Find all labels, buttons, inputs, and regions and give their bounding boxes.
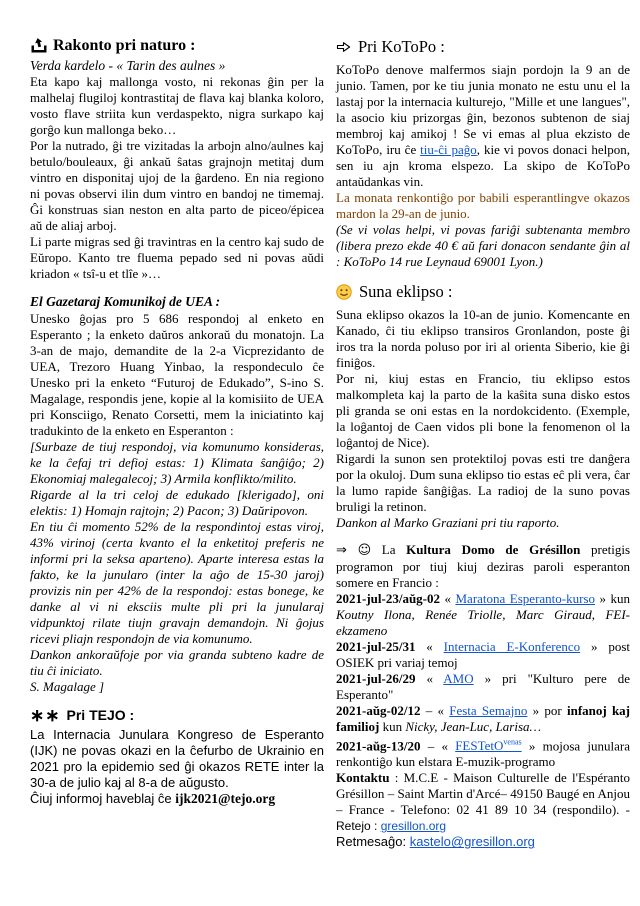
event-link[interactable]: AMO	[443, 671, 474, 686]
kotopo-text-b: , kie vi povos donaci helpon, sen iu ajn kroma elspezo. La skipo de KoToPo antaŭdankas vin.	[336, 142, 630, 189]
event-item	[336, 703, 630, 735]
uea-quote-4: Dankon ankoraŭfoje por via granda subteno kadre de tiu ĉi iniciato.	[30, 647, 324, 678]
uea-paragraph: Unesko ĝojas pro 5 686 respondoj al enketo en Esperanto ; la enketo daŭros ankoraŭ du monatojn. La 3-an de majo, demandite de la 2-a Vicprezidanto de UEA, Trezoro Huang Yinbao, la respondeculo ĉe Unesko pri la enketo “Futuroj de Edukado”, S-ino S. Magalage, respondis jene, kopie al la komisiito de UEA pri Konsciigo, Renato Corsetti, mem la iniciatinto kaj tradukinto de la enketo en Esperanton :	[30, 311, 324, 438]
nature-title: Rakonto pri naturo :	[53, 37, 196, 54]
eklipso-paragraph-1: Suna eklipso okazos la 10-an de junio. Komencante en Kanado, ĉi tiu eklipso transiros Gronlandon, poste ĝi iros tra la norda poluso por iri al orienta Siberio, kie ĝi finiĝos.	[336, 307, 630, 370]
double-arrow-icon: ⇒	[336, 543, 347, 558]
event-post: » kun	[595, 591, 631, 606]
event-item	[336, 735, 630, 770]
tejo-email[interactable]: ijk2021@tejo.org	[175, 791, 276, 806]
uea-quote-2: Rigarde al la tri celoj de edukado [klerigado], oni elektis: 1) Homajn rajtojn; 2) Pacon; 3) Daŭripovon.	[30, 487, 324, 518]
eklipso-heading	[336, 281, 630, 303]
section-kotopo	[336, 36, 630, 270]
section-gresillon	[336, 542, 630, 850]
gresillon-intro	[336, 542, 630, 591]
event-post: » por	[527, 703, 567, 718]
event-link[interactable]: Maratona Esperanto-kurso	[455, 591, 596, 606]
event-post: » post OSIEK pri variaj temoj	[336, 639, 631, 670]
event-open: «	[415, 639, 444, 654]
event-open: – «	[420, 738, 456, 754]
event-names: Koutny Ilona, Renée Triolle, Marc Giraud, FEI-ekzameno	[336, 607, 630, 638]
contact-paragraph	[336, 770, 630, 834]
website-link[interactable]: gresillon.org	[380, 819, 447, 834]
tejo-heading	[30, 706, 324, 724]
event-date: 2021-aŭg-13/20	[336, 738, 421, 754]
tejo-paragraph: La Internacia Junulara Kongreso de Esperanto (IJK) ne povas okazi en la ĉefurbo de Ukrainio en 2021 pro la epidemio sed ĝi okazos RETE inter la 30-a de julio kaj al 8-a de aŭgusto.	[30, 727, 324, 790]
event-mid: kun	[379, 719, 406, 734]
event-link-superscript: venas	[503, 738, 522, 747]
event-post: » mojosa junulara renkontiĝo kun elstara E-muzik-programo	[336, 738, 630, 770]
left-column	[30, 36, 324, 807]
event-open: «	[415, 671, 444, 686]
tejo-title: Pri TEJO :	[66, 707, 135, 723]
event-names: Nicky, Jean-Luc, Larisa…	[405, 719, 542, 734]
eklipso-paragraph-2: Por ni, kiuj estas en Francio, tiu eklipso estos malkompleta kaj la parto de la kaŝita suna disko estos pli granda se oni estas en la nordokcidento. (Exemple, la loĝantoj de Caen vidos pli bone la fenomenon ol la loĝantoj de Nice).	[336, 371, 630, 450]
event-date: 2021-aŭg-02/12	[336, 703, 421, 718]
kotopo-donation-link[interactable]: tiu-ĉi paĝo	[420, 142, 477, 157]
intro-text-c: pretigis programon por tiuj kiuj deziras paroli esperanton somere en Francio :	[336, 542, 631, 590]
kotopo-heading	[336, 36, 630, 58]
section-nature	[30, 36, 324, 282]
eklipso-credit: Dankon al Marko Graziani pri tiu raporto.	[336, 515, 560, 530]
event-bold-audience: infanoj kaj familioj	[336, 703, 631, 734]
tejo-info-line	[30, 791, 324, 807]
eklipso-paragraph-3: Rigardi la sunon sen protektiloj povas esti tre danĝera por la okuloj. Dum suna eklipso tio estas eĉ pli vera, ĉar la lumo rapide ŝanĝiĝas. La radioj de la suno povas bruligi la retinon.	[336, 451, 630, 514]
event-item	[336, 671, 630, 703]
kotopo-title: Pri KoToPo :	[358, 37, 445, 56]
event-date: 2021-jul-23/aŭg-02	[336, 591, 440, 606]
tejo-info-prefix: Ĉiuj informoj haveblaj ĉe	[30, 791, 176, 806]
event-item	[336, 591, 630, 639]
kotopo-support-note: (Se vi volas helpi, vi povas fariĝi subtenanta membro (libera prezo ekde 40 € aŭ fari donacon sendante ĝin al : KoToPo 14 rue Leynaud 69001 Lyon.)	[336, 222, 630, 269]
nature-heading	[30, 36, 324, 56]
nature-subtitle: Verda kardelo - « Tarin des aulnes »	[30, 58, 226, 73]
event-post: » pri "Kulturo pere de Esperanto"	[336, 671, 630, 702]
kotopo-meeting-notice: La monata renkontiĝo por babili esperantlingve okazos mardon la 29-an de junio.	[336, 190, 630, 221]
contact-text: : M.C.E - Maison Culturelle de l'Espéranto Grésillon – Saint Martin d'Arcé– 49150 Baugé en Anjou – France - Telefono: 02 41 89 10 34 (respondilo). -	[336, 770, 630, 818]
event-date: 2021-jul-26/29	[336, 671, 416, 686]
section-uea	[30, 293, 324, 695]
uea-heading: El Gazetaraj Komunikoj de UEA :	[30, 294, 221, 309]
nature-paragraph-3: Li parte migras sed ĝi travintras en la centro kaj sudo de Eŭropo. Kanto tre fluema pepado sed ni povas aŭdi kriadon « tsî-u et tlîe »…	[30, 234, 324, 281]
right-arrow-outline-icon	[336, 41, 351, 53]
intro-text-a: La	[371, 542, 407, 557]
nature-paragraph-2: Por la nutrado, ĝi tre vizitadas la arbojn alno/aulnes kaj betulo/bouleaux, ĝi ankaŭ ŝatas grajnojn metitaj dum vintro en disponitaj ujoj de la ĝardeno. En nia regiono ni povas observi ilin dum vintro en bandoj ne timemaj. Ĝi konstruas sian neston en alta parto de piceo/épicea aŭ de aliaj arboj.	[30, 138, 324, 233]
gresillon-email-link[interactable]: kastelo@gresillon.org	[409, 834, 535, 850]
event-link[interactable]: Festa Semajno	[449, 703, 528, 718]
uea-quote-3: En tiu ĉi momento 52% de la respondintoj estas viroj, 43% virinoj (certa kvanto el la enketitoj preferis ne informi pri la seksa aparteno). Aparte interesa estas la fakto, ke la junularo (inter la aĝo de 15-30 jaroj) provizis nin per 42% de la respondoj: estas bonege, ke danke al vi ni eksciis multe pli pri la junularaj vidpunktoj rilate tiujn gravajn demandojn. Ni ĝojus ricevi pliajn respondojn de via komunumo.	[30, 519, 324, 646]
kotopo-text-a: KoToPo denove malfermos siajn pordojn la 9 an de junio. Tamen, por ke tiu junia monato ne estu unu el la lastaj por la internacia kulturejo, "Mille et une langues", la asocio kiu prizorgas ĝin, bezonos subtenon de siaj membroj kaj amikoj ! Se vi emas al plua ekzisto de KoToPo, iru ĉe	[336, 62, 630, 157]
outbox-tray-icon	[30, 38, 48, 54]
outline-smiley-icon: ☺	[357, 543, 372, 558]
uea-signature: S. Magalage ]	[30, 679, 105, 694]
event-item	[336, 639, 630, 671]
uea-quote-1: [Surbaze de tiuj respondoj, via komunumo konsideras, ke la ĉefaj tri defioj estas: 1) Klimata ŝanĝiĝo; 2) Ekonomiaj malegalecoj; 3) Armila konflikto/milito.	[30, 439, 324, 486]
event-date: 2021-jul-25/31	[336, 639, 416, 654]
kotopo-paragraph	[336, 62, 630, 190]
gresillon-name: Kultura Domo de Grésillon	[406, 542, 581, 557]
event-link[interactable]	[455, 738, 521, 753]
website-label: Retejo :	[336, 819, 381, 834]
event-link-text: FESTetO	[455, 738, 504, 754]
email-line	[336, 834, 630, 850]
nature-paragraph-1: Eta kapo kaj mallonga vosto, ni rekonas ĝin per la malhelaj flugiloj kontrastitaj de flava kaj blanka koloro, vosto flave striita kun verdaspekto, nigra surkapo kaj gorĝo kun mallonga beko…	[30, 74, 324, 137]
section-tejo	[30, 706, 324, 807]
asterisks-icon: ∗∗	[30, 706, 61, 725]
event-link[interactable]: Internacia E-Konferenco	[443, 639, 581, 654]
right-column	[336, 36, 630, 850]
event-open: «	[440, 591, 456, 606]
smiley-emoji-icon	[336, 284, 352, 300]
email-label: Retmesaĝo:	[336, 834, 410, 850]
section-eklipso	[336, 281, 630, 531]
eklipso-title: Suna eklipso :	[359, 282, 453, 301]
event-open: – «	[420, 703, 450, 718]
contact-label: Kontaktu	[336, 770, 390, 786]
